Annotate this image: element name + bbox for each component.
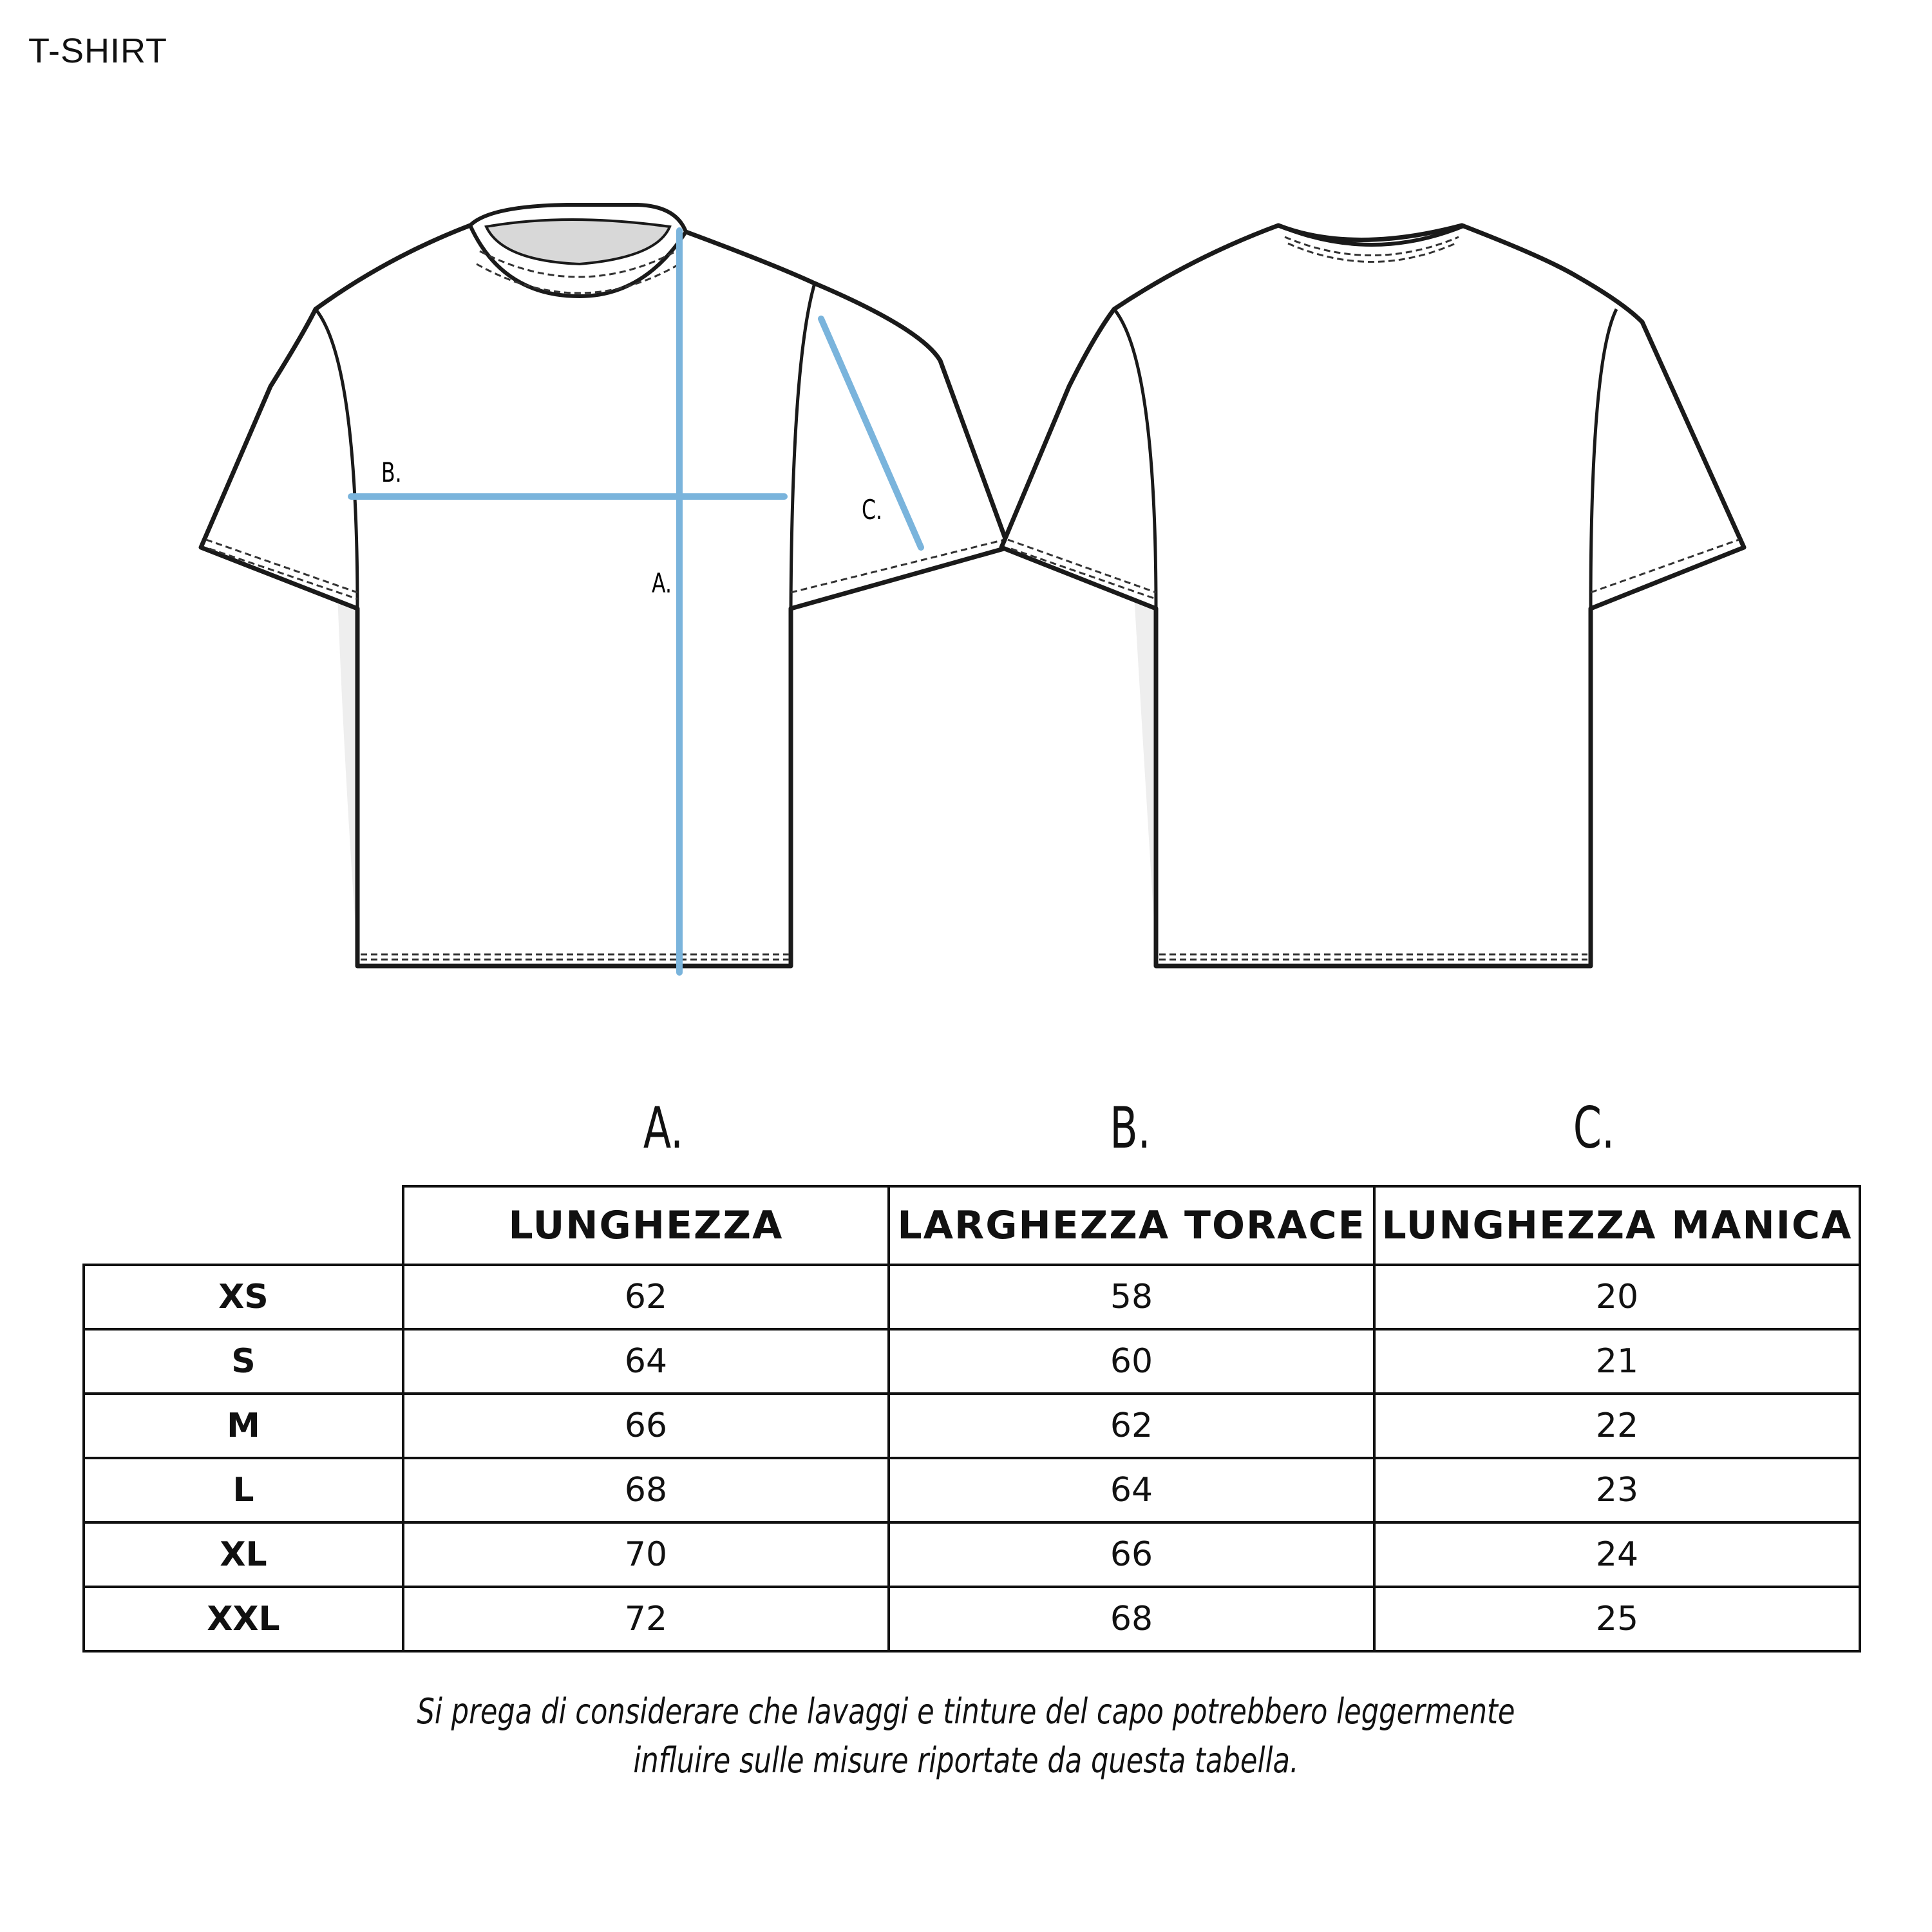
header-lunghezza: LUNGHEZZA bbox=[403, 1186, 889, 1265]
table-row bbox=[84, 1265, 1860, 1329]
cell-value: 64 bbox=[403, 1329, 889, 1394]
cell-value: 58 bbox=[889, 1265, 1374, 1329]
care-note-line-1: Si prega di considerare che lavaggi e tinture del capo potrebbero leggermente bbox=[417, 1691, 1515, 1732]
cell-value: 68 bbox=[889, 1587, 1374, 1651]
header-lunghezza-manica: LUNGHEZZA MANICA bbox=[1374, 1186, 1860, 1265]
cell-value: 68 bbox=[403, 1458, 889, 1522]
tshirt-back bbox=[1001, 225, 1744, 966]
tshirt-front bbox=[201, 205, 1009, 972]
cell-value: 62 bbox=[889, 1394, 1374, 1458]
cell-value: 21 bbox=[1374, 1329, 1860, 1394]
size-label: L bbox=[84, 1458, 403, 1522]
table-row bbox=[84, 1394, 1860, 1458]
label-c: C. bbox=[862, 494, 883, 526]
table-header-row bbox=[84, 1186, 1860, 1265]
column-letter-c: C. bbox=[1573, 1095, 1615, 1161]
cell-value: 64 bbox=[889, 1458, 1374, 1522]
cell-value: 70 bbox=[403, 1522, 889, 1587]
header-larghezza-torace: LARGHEZZA TORACE bbox=[889, 1186, 1374, 1265]
cell-value: 20 bbox=[1374, 1265, 1860, 1329]
cell-value: 23 bbox=[1374, 1458, 1860, 1522]
size-label: XXL bbox=[84, 1587, 403, 1651]
care-note-line-2: influire sulle misure riportate da questa tabella. bbox=[633, 1740, 1299, 1781]
cell-value: 24 bbox=[1374, 1522, 1860, 1587]
cell-value: 66 bbox=[889, 1522, 1374, 1587]
cell-value: 22 bbox=[1374, 1394, 1860, 1458]
size-label: S bbox=[84, 1329, 403, 1394]
table-corner bbox=[84, 1186, 403, 1265]
cell-value: 62 bbox=[403, 1265, 889, 1329]
size-table bbox=[82, 1185, 1861, 1653]
column-letter-b: B. bbox=[1110, 1095, 1151, 1161]
size-label: XL bbox=[84, 1522, 403, 1587]
size-label: M bbox=[84, 1394, 403, 1458]
cell-value: 66 bbox=[403, 1394, 889, 1458]
table-row bbox=[84, 1587, 1860, 1651]
table-row bbox=[84, 1522, 1860, 1587]
cell-value: 72 bbox=[403, 1587, 889, 1651]
column-letter-a: A. bbox=[643, 1095, 684, 1161]
page-title: T-SHIRT bbox=[28, 32, 168, 70]
size-label: XS bbox=[84, 1265, 403, 1329]
cell-value: 25 bbox=[1374, 1587, 1860, 1651]
cell-value: 60 bbox=[889, 1329, 1374, 1394]
table-row bbox=[84, 1458, 1860, 1522]
care-note bbox=[193, 1687, 1739, 1785]
table-row bbox=[84, 1329, 1860, 1394]
label-b: B. bbox=[381, 457, 402, 489]
label-a: A. bbox=[652, 567, 672, 600]
